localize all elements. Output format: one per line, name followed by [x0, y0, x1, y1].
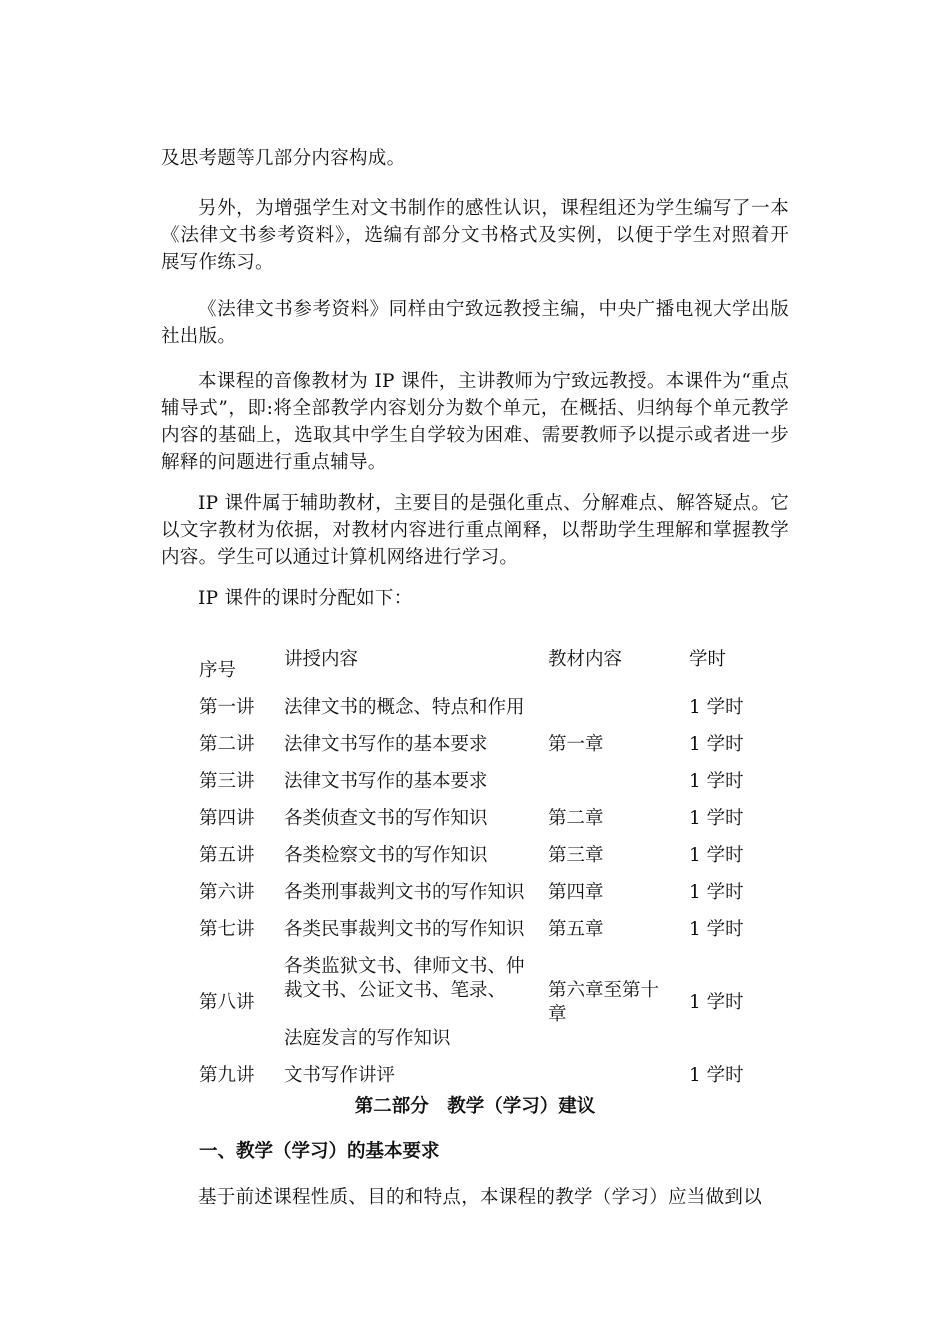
cell-hours: 1 学时	[689, 882, 744, 903]
cell-number: 第五讲	[199, 845, 255, 866]
cell-number: 第七讲	[199, 919, 255, 940]
cell-number: 第三讲	[199, 771, 255, 792]
cell-material: 第四章	[548, 882, 604, 903]
header-content: 讲授内容	[284, 649, 359, 670]
cell-number: 第二讲	[199, 734, 255, 755]
subsection-title: 一、教学（学习）的基本要求	[199, 1141, 440, 1162]
cell-number: 第六讲	[199, 882, 255, 903]
cell-number: 第九讲	[199, 1065, 255, 1086]
paragraph-ip-purpose: IP 课件属于辅助教材，主要目的是强化重点、分解难点、解答疑点。它以文字教材为依据，对教材内容进行重点阐释，以帮助学生理解和掌握教学内容。学生可以通过计算机网络进行学习。	[161, 493, 789, 568]
cell-hours: 1 学时	[689, 992, 744, 1013]
cell-hours: 1 学时	[689, 697, 744, 718]
header-number: 序号	[199, 660, 237, 681]
section-title: 第二部分 教学（学习）建议	[354, 1096, 596, 1117]
header-material: 教材内容	[548, 649, 623, 670]
paragraph-editor-info: 《法律文书参考资料》同样由宁致远教授主编，中央广播电视大学出版社出版。	[161, 299, 789, 347]
cell-material: 第五章	[548, 919, 604, 940]
cell-content: 各类民事裁判文书的写作知识	[284, 919, 525, 940]
cell-number: 第八讲	[199, 992, 255, 1013]
cell-material: 第一章	[548, 734, 604, 755]
cell-content: 法律文书的概念、特点和作用	[284, 697, 525, 718]
cell-material-line: 章	[548, 1004, 567, 1025]
header-hours: 学时	[689, 649, 727, 670]
cell-hours: 1 学时	[689, 808, 744, 829]
cell-content: 法律文书写作的基本要求	[284, 771, 488, 792]
paragraph-continuation: 及思考题等几部分内容构成。	[161, 148, 406, 169]
cell-hours: 1 学时	[689, 734, 744, 755]
cell-content-line: 法庭发言的写作知识	[284, 1028, 451, 1049]
cell-number: 第一讲	[199, 697, 255, 718]
cell-hours: 1 学时	[689, 1065, 744, 1086]
cell-hours: 1 学时	[689, 771, 744, 792]
cell-hours: 1 学时	[689, 919, 744, 940]
paragraph-reference-material: 另外，为增强学生对文书制作的感性认识，课程组还为学生编写了一本《法律文书参考资料》，选编有部分文书格式及实例，以便于学生对照着开展写作练习。	[161, 198, 789, 273]
cell-hours: 1 学时	[689, 845, 744, 866]
paragraph-schedule-intro: IP 课件的课时分配如下：	[198, 588, 413, 609]
cell-content-line: 裁文书、公证文书、笔录、	[284, 980, 507, 1001]
cell-content: 各类侦查文书的写作知识	[284, 808, 488, 829]
cell-content: 法律文书写作的基本要求	[284, 734, 488, 755]
cell-material: 第二章	[548, 808, 604, 829]
cell-content: 各类刑事裁判文书的写作知识	[284, 882, 525, 903]
cell-material-line: 第六章至第十	[548, 980, 660, 1001]
cell-number: 第四讲	[199, 808, 255, 829]
cell-content-line: 各类监狱文书、律师文书、仲	[284, 956, 525, 977]
cell-material: 第三章	[548, 845, 604, 866]
cell-content: 各类检察文书的写作知识	[284, 845, 488, 866]
paragraph-ip-courseware: 本课程的音像教材为 IP 课件，主讲教师为宁致远教授。本课件为“重点辅导式”，即:将全部教学内容划分为数个单元，在概括、归纳每个单元教学内容的基础上，选取其中学生自学较为困难、需要教师予以提示或者进一步解释的问题进行重点辅导。	[161, 371, 789, 473]
cell-content: 文书写作讲评	[284, 1065, 396, 1086]
paragraph-requirements: 基于前述课程性质、目的和特点，本课程的教学（学习）应当做到以	[198, 1187, 763, 1208]
